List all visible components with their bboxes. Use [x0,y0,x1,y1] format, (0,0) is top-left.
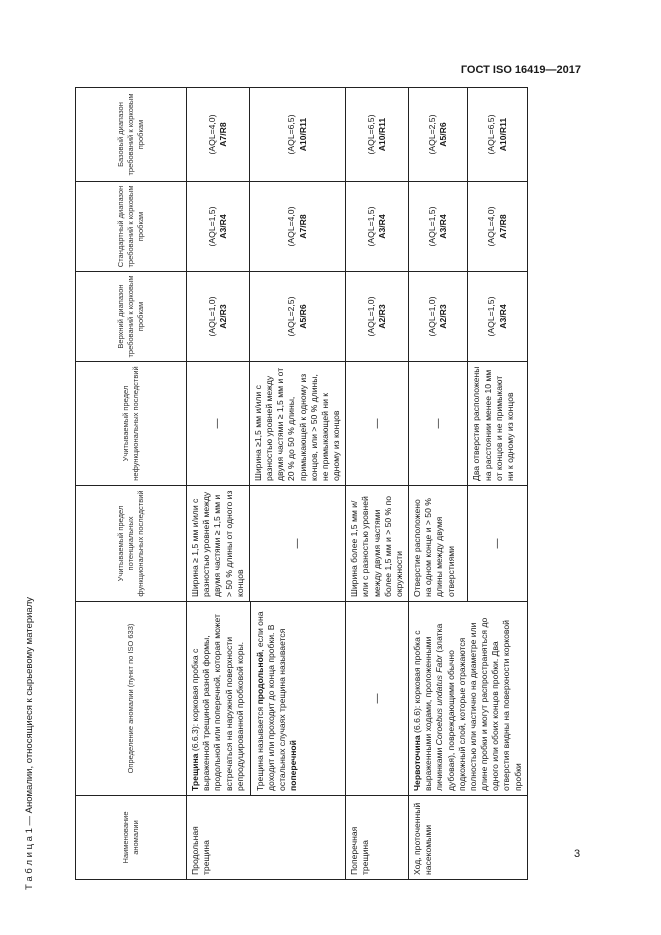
functional-limit: Ширина ≥ 1,5 мм и/или с разностью уровней между двумя частями ≥ 1,5 мм и > 50 % длины от одного из концов [187,486,250,602]
functional-limit: Ширина более 1,5 мм и/или с разностью уровней между двумя частями более 1,5 мм и > 50 % по окружности [346,486,409,602]
column-header-upper-range: Верхний диапазон требований к корковым пробкам [76,272,187,362]
table-row [187,88,250,880]
standard-range-cell: (AQL=1,5) A3/R4 [409,182,468,272]
nonfunctional-limit: — [187,362,250,486]
anomalies-table [75,87,528,880]
standard-range-cell: (AQL=1,5) A3/R4 [187,182,250,272]
definition-text: (6.6.3): корковая пробка с выраженной трещиной разной формы, продольной или поперечной, которая может встречаться на наружной поверхности репродуцированной пробковой коры. [190,614,245,791]
anomaly-name: Продольная трещина [187,796,346,880]
base-range-cell: (AQL=2,5) A5/R6 [409,88,468,182]
column-header-base-range: Базовый диапазон требований к корковым пробкам [76,88,187,182]
species-name: Coroebus undatus Fabr [434,655,445,746]
column-header-standard-range: Стандартный диапазон требований к корковым пробкам [76,182,187,272]
standard-range-cell: (AQL=4,0) A7/R8 [249,182,345,272]
anomaly-name: Поперечная трещина [346,796,409,880]
base-range-cell: (AQL=6,5) A10/R11 [346,88,409,182]
base-range-cell: (AQL=6,5) A10/R11 [468,88,527,182]
anomaly-definition: — [346,602,409,796]
base-range-cell: (AQL=4,0) A7/R8 [187,88,250,182]
column-header-functional: Учитываемый предел потенциальных функциональных последствий [76,486,187,602]
nonfunctional-limit: Два отверстия расположены на расстоянии менее 10 мм от концов и не примыкают ни к одному из концов [468,362,527,486]
nonfunctional-limit: — [346,362,409,486]
page-number: 3 [574,848,581,860]
upper-range-cell: (AQL=2,5) A5/R6 [249,272,345,362]
table-header-row [76,88,187,880]
functional-limit: — [249,486,345,602]
anomaly-name: Ход, проточенный насекомыми [409,796,528,880]
column-header-name: Наименование аномалии [76,796,187,880]
nonfunctional-limit: Ширина ≥1,5 мм и/или с разностью уровней между двумя частями ≥ 1,5 мм и от 20 % до 50 % длины, примыкающей к одному из концов, или > 50 % длины, не примыкающей ни к одному из концов [249,362,345,486]
base-range-cell: (AQL=6,5) A10/R11 [249,88,345,182]
table-row [346,88,409,880]
functional-limit: — [468,486,527,602]
anomaly-definition [187,602,346,796]
table-row [409,88,468,880]
rotated-table-container [75,88,595,880]
upper-range-cell: (AQL=1,0) A2/R3 [346,272,409,362]
column-header-definition: Определение аномалии (пункт по ISO 633) [76,602,187,796]
table-caption: Т а б л и ц а 1 — Аномалии, относящиеся к сырьевому материалу [24,597,35,890]
standard-range-cell: (AQL=4,0) A7/R8 [468,182,527,272]
column-header-nonfunctional: Учитываемый предел нефункциональных последствий [76,362,187,486]
nonfunctional-limit: — [409,362,468,486]
upper-range-cell: (AQL=1,0) A2/R3 [409,272,468,362]
definition-note: Трещина называется продольной, если она доходит или проходит до конца пробки. В остальных случаях трещина называется поперечной [250,602,300,795]
anomaly-definition: Червоточина (6.6.6): корковая пробка с выраженными ходами, проложенными личинками Coroebus undatus Fabr (златка дубовая), повреждающими обычно подкожный слой, которые отражаются полностью или частично на диаметре или длине пробки и могут распространяться до одного или обоих концов пробки. Два отверстия видны на поверхности корковой пробки [409,602,528,796]
upper-range-cell: (AQL=1,0) A2/R3 [187,272,250,362]
functional-limit: Отверстие расположено на одном конце и > 50 % длины между двумя отверстиями [409,486,468,602]
document-header: ГОСТ ISO 16419—2017 [460,64,581,76]
standard-range-cell: (AQL=1,5) A3/R4 [346,182,409,272]
upper-range-cell: (AQL=1,5) A3/R4 [468,272,527,362]
definition-term: Трещина [190,753,200,791]
definition-term: Червоточина [412,735,423,791]
